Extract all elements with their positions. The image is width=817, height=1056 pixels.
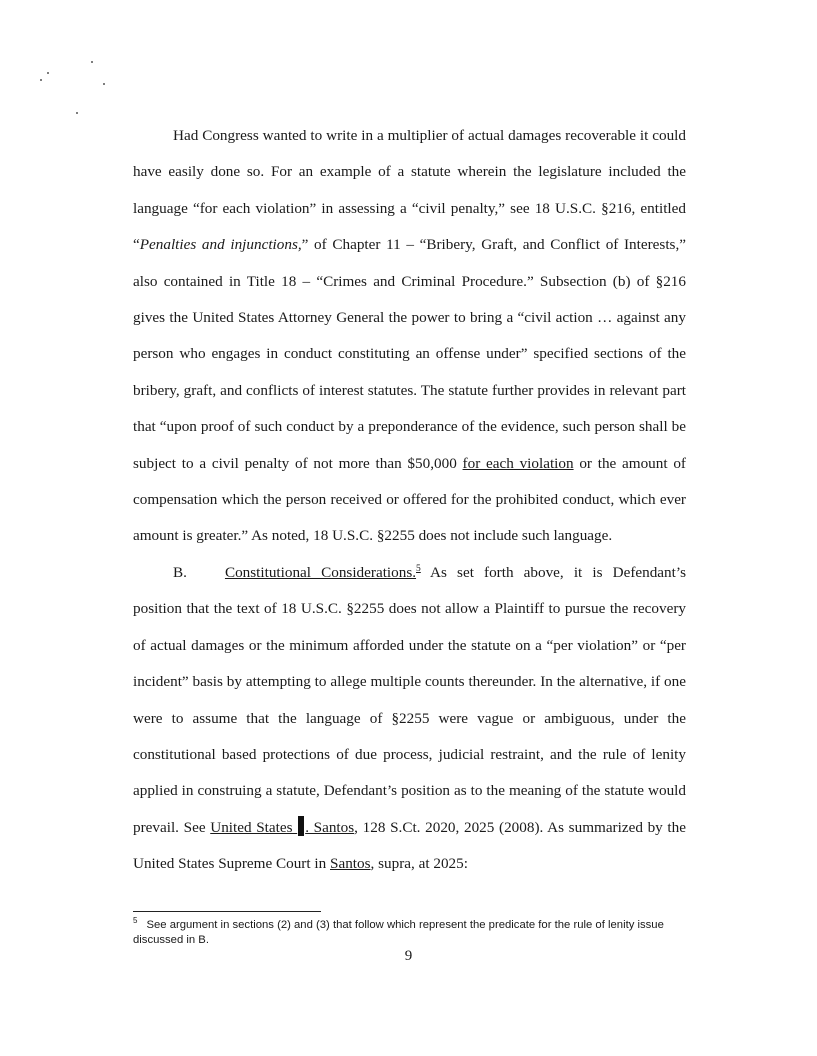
footnote-text: See argument in sections (2) and (3) that follow which represent the predicate for the rule of lenity issue discussed in B. bbox=[133, 919, 664, 946]
paragraph-text: Had Congress wanted to write in a multiplier of actual damages recoverable it could have easily done so. For an example of a statute wherein the legislature included the language “for each violation” in assessing a “civil penalty,” see 18 U.S.C. §216, entitled “ bbox=[133, 127, 686, 254]
statute-title-italic: Penalties and injunctions, bbox=[139, 236, 302, 254]
paragraph-congress-multiplier bbox=[133, 118, 686, 555]
paragraph-text: , 128 S.Ct. 2020, 2025 (2008). As summarized by the United States Supreme Court in bbox=[133, 818, 686, 873]
footnote bbox=[133, 918, 686, 947]
section-letter: B. bbox=[173, 563, 187, 581]
scan-speck bbox=[47, 72, 49, 74]
case-citation-short: Santos bbox=[330, 855, 371, 873]
paragraph-constitutional-considerations bbox=[133, 555, 686, 883]
scan-speck bbox=[91, 61, 93, 63]
paragraph-text: , supra, at 2025: bbox=[370, 855, 468, 873]
scan-speck bbox=[40, 79, 42, 81]
emphasis-underline: for each violation bbox=[462, 454, 574, 472]
footnote-number: 5 bbox=[133, 916, 138, 926]
paragraph-text: As set forth above, it is Defendant’s position that the text of 18 U.S.C. §2255 does not allow a Plaintiff to pursue the recovery of actual damages or the minimum afforded under the statute on a “per violation” or “per incident” basis by attempting to allege multiple counts thereunder. In the alternative, if one were to assume that the language of §2255 were vague or ambiguous, under the constitutional based protections of due process, judicial restraint, and the rule of lenity applied in construing a statute, Defendant’s position as to the meaning of the statute would prevail. See bbox=[133, 563, 686, 836]
redaction-bar bbox=[298, 816, 304, 836]
case-citation: . Santos bbox=[305, 818, 355, 836]
footnote-divider bbox=[133, 911, 321, 912]
page-number: 9 bbox=[404, 948, 413, 964]
section-heading: Constitutional Considerations. bbox=[224, 563, 417, 581]
scan-speck bbox=[103, 83, 105, 85]
footnote-reference: 5 bbox=[416, 563, 421, 574]
body-text bbox=[133, 118, 686, 883]
case-citation: United States bbox=[210, 818, 298, 836]
scan-speck bbox=[76, 112, 78, 114]
paragraph-text: or the amount of compensation which the person received or offered for the prohibited conduct, which ever amount is greater.” As noted, 18 U.S.C. §2255 does not include such language. bbox=[133, 454, 686, 545]
paragraph-text: ” of Chapter 11 – “Bribery, Graft, and Conflict of Interests,” also contained in Title 18 – “Crimes and Criminal Procedure.” Subsection (b) of §216 gives the United States Attorney General the power to bring a “civil action … against any person who engages in conduct constituting an offense under” specified sections of the bribery, graft, and conflicts of interest statutes. The statute further provides in relevant part that “upon proof of such conduct by a preponderance of the evidence, such person shall be subject to a civil penalty of not more than $50,000 bbox=[133, 236, 686, 472]
